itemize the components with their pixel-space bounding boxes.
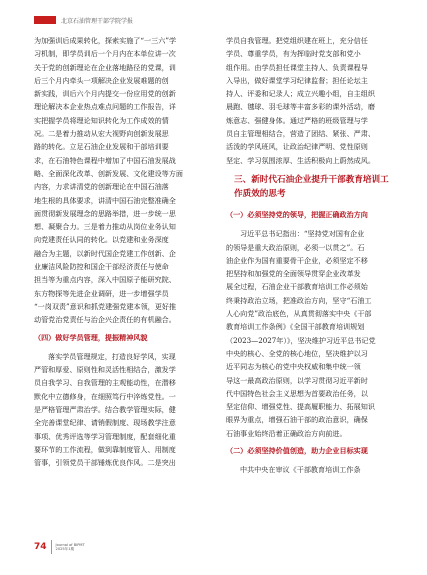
text-line: 全完善课堂纪律、请销假制度、现场教学注意 bbox=[34, 418, 176, 428]
text-line: 默化中立德修身，在细照笃行中淬炼党性。一 bbox=[34, 391, 176, 401]
right-paragraph-3 bbox=[226, 463, 396, 476]
text-line: 组作用。由学员担任课堂主持人、负责课程导 bbox=[226, 62, 368, 72]
left-paragraph-1 bbox=[34, 34, 215, 327]
header-title: 北京石油管理干部学院学报 bbox=[61, 17, 134, 25]
text-line: 后三个月内牵头一项解决企业发展难题的创 bbox=[34, 75, 169, 85]
text-line: 把坚持和加强党的全面领导贯穿企业改革发 bbox=[226, 269, 361, 279]
right-paragraph-1 bbox=[226, 34, 396, 167]
right-paragraph-2 bbox=[226, 227, 396, 440]
left-column bbox=[34, 34, 215, 470]
text-line: 内容，力求讲清党的创新理论在中国石油落 bbox=[34, 182, 169, 192]
text-line: 是严格管理严肃治学。结合教学管理实际，健 bbox=[34, 405, 176, 415]
text-line: 终秉持政治立场，把准政治方向，坚守“石油工 bbox=[226, 295, 372, 305]
text-line: 地生根的具体要求，讲清中国石油完整准确全 bbox=[34, 195, 176, 205]
text-line: 落实学员管理规定，打造良好学风，实现 bbox=[48, 351, 176, 361]
text-line: 近平同志为核心的党中央权威和集中统一领 bbox=[226, 362, 361, 372]
text-line: 的领导是重大政治原则，必须一以贯之”。石 bbox=[226, 242, 365, 252]
right-column bbox=[226, 34, 396, 477]
text-line: 想、凝聚合力。三是着力推动从岗位业务认知 bbox=[34, 222, 176, 232]
journal-name: Journal of BIPMT bbox=[55, 542, 85, 547]
text-line: 向党建责任认同的转化。以党建和业务深度 bbox=[34, 235, 169, 245]
text-line: 学员、尊重学员，有为挥临时党支部和党小 bbox=[226, 49, 361, 59]
text-line: 习机制，即学员训后一个月内在本单位讲一次 bbox=[34, 49, 176, 59]
text-line: 员自我学习、自我管理的主观能动性，在潜移 bbox=[34, 378, 176, 388]
header-color-bar bbox=[34, 16, 56, 24]
subheading-party-leadership: （一）必须坚持党的领导，把握正确政治方向 bbox=[226, 209, 368, 219]
text-line: 实把握学员将理论知识转化为工作成效的情 bbox=[34, 115, 169, 125]
text-line: 坚定信仰、增强党性、提高履职能力、拓展知识 bbox=[226, 402, 375, 412]
text-line: 面贯彻新发展理念的思路举措，进一步统一思 bbox=[34, 208, 176, 218]
text-line: 动管党治党责任与治企兴企责任的有机融合。 bbox=[34, 315, 176, 325]
text-line: 为加强训后成果转化，探索实施了“一三六”学 bbox=[34, 36, 177, 45]
text-line: 况。二是着力推动从宏大视野向创新发展思 bbox=[34, 129, 169, 139]
text-line: “一岗双责”意识和抓党建强党建本领，更好推 bbox=[34, 301, 177, 311]
text-line: 炼意志、强健身体。通过严格的班级管理与学 bbox=[226, 115, 368, 125]
journal-info bbox=[56, 543, 85, 552]
text-line: 学员自我管理。把党组织建在班上，充分信任 bbox=[226, 36, 368, 45]
text-line: 略、全面深化改革、创新发展、文化建设等方面 bbox=[34, 168, 183, 178]
text-line: 人心向党”政治底色，从真贯彻落实中央《干部 bbox=[226, 309, 372, 319]
text-line: 关于党的创新理论在企业落地路径的党课，训 bbox=[34, 62, 176, 72]
text-line: 教育培训工作条例》《全国干部教育培训规划 bbox=[226, 322, 365, 332]
text-line: 东方物探等先进企业调研，进一步增强学员 bbox=[34, 288, 169, 298]
left-paragraph-2 bbox=[34, 350, 215, 470]
text-line: 活泼的学风班风，让政治纪律严明、党性原则 bbox=[226, 142, 368, 152]
text-line: 中共中央在审议《干部教育培训工作条 bbox=[240, 465, 361, 475]
text-line: 员自主管理相结合，营造了团结、紧张、严肃、 bbox=[226, 129, 375, 139]
running-header bbox=[34, 14, 133, 26]
text-line: 晨跑、毽球、羽毛球等丰富多彩的课外活动，磨 bbox=[226, 102, 375, 112]
text-line: 石油事业始终沿着正确政治方向前进。 bbox=[226, 428, 347, 438]
text-line: 展全过程，石油企业干部教育培训工作必须始 bbox=[226, 282, 368, 292]
page-number: 74 bbox=[34, 542, 47, 552]
subheading-student-management: （四）做好学员管理，提振精神风貌 bbox=[34, 332, 148, 342]
text-line: 导这一最高政治原则，以学习贯彻习近平新时 bbox=[226, 375, 368, 385]
text-line: 入导出，做好课堂学习纪律监督；担任论坛主 bbox=[226, 75, 368, 85]
text-line: 担当等为重点内容，深入中国原子能研究院、 bbox=[34, 275, 176, 285]
text-line: 严管和厚爱、原则性和灵活性相结合，激发学 bbox=[34, 365, 176, 375]
text-line: 眼界为重点，增强石油干部的政治意识，确保 bbox=[226, 415, 368, 425]
text-line: 代中国特色社会主义思想为首要政治任务，以 bbox=[226, 388, 368, 398]
journal-issue: 2025年1期 bbox=[55, 547, 75, 551]
text-line: 油企业作为国有重要骨干企业，必须坚定不移 bbox=[226, 255, 368, 265]
text-line: 理论解决本企业热点难点问题的工作报告，详 bbox=[34, 102, 176, 112]
text-line: 业廉洁风险防控和国企干部经济责任与使命 bbox=[34, 262, 169, 272]
text-line: 习近平总书记指出：“坚持党对国有企业 bbox=[240, 229, 365, 239]
text-line: 融合为主题，以新时代国企党建工作创新、企 bbox=[34, 248, 176, 258]
text-line: 事项、优秀评选等学习管理制度，配套细化重 bbox=[34, 431, 176, 441]
text-line: （2023—2027年）》，坚决维护习近平总书记党 bbox=[226, 335, 376, 345]
text-line: 求，在石油特色课程中增加了中国石油发展战 bbox=[34, 155, 176, 165]
text-line: 新实践，训后六个月内提交一份应用党的创新 bbox=[34, 89, 176, 99]
text-line: 管事，引领党员干部锤炼优良作风。二是突出 bbox=[34, 458, 176, 468]
subheading-value-creation: （二）必须坚持价值创造，助力企业目标实现 bbox=[226, 446, 368, 456]
text-line: 要环节的工作流程，做到靠制度管人、用制度 bbox=[34, 444, 176, 454]
footer-divider bbox=[51, 540, 52, 554]
text-line: 坚定、学习氛围浓厚、生活积极向上蔚然成风。 bbox=[226, 155, 375, 165]
text-line: 路的转化。立足石油企业发展和干部培训要 bbox=[34, 142, 169, 152]
page-footer bbox=[34, 540, 85, 554]
text-line: 持人、评委和记录人；成立兴趣小组，自主组织 bbox=[226, 89, 375, 99]
text-line: 中央的核心、全党的核心地位，坚决维护以习 bbox=[226, 348, 368, 358]
section-heading: 三、新时代石油企业提升干部教育培训工作质效的思考 bbox=[234, 174, 389, 200]
